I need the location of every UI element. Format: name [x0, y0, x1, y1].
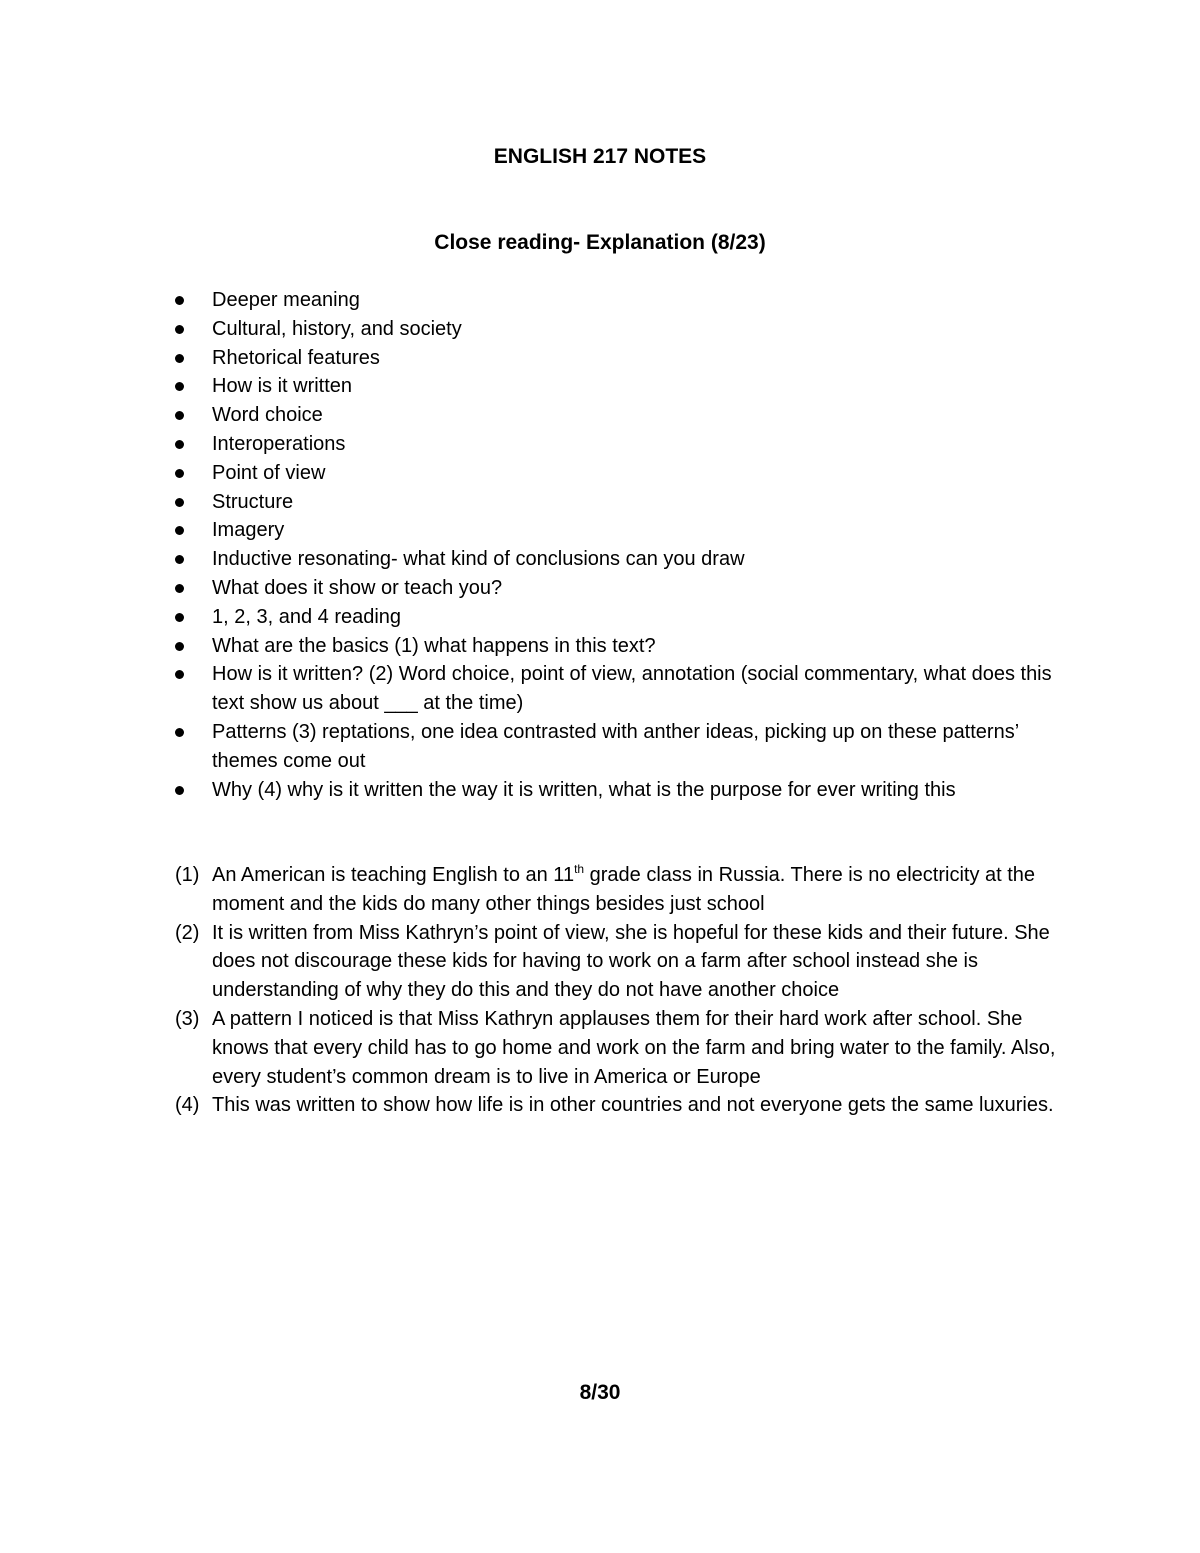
bullet-text: Inductive resonating- what kind of conclusions can you draw: [212, 548, 745, 571]
bullet-item: [172, 344, 1072, 373]
answer-item: [172, 1091, 1072, 1120]
bullet-icon: [175, 584, 184, 593]
bullet-text: Imagery: [212, 519, 285, 542]
answer-number: (3): [175, 1007, 200, 1030]
bullet-item: [172, 459, 1072, 488]
answer-text-part: An American is teaching English to an 11: [212, 864, 575, 886]
bullet-text: Point of view: [212, 461, 326, 484]
bullet-item: [172, 430, 1072, 459]
bullet-text: Cultural, history, and society: [212, 317, 462, 340]
bullet-text: How is it written? (2) Word choice, point of view, annotation (social commentary, what does this text show us about ___ at the time): [212, 663, 1052, 715]
bullet-text: Rhetorical features: [212, 346, 380, 369]
answer-item: [172, 919, 1072, 1005]
bullet-item: [172, 401, 1072, 430]
answer-number: (4): [175, 1094, 200, 1117]
bullet-icon: [175, 728, 184, 737]
bullet-icon: [175, 555, 184, 564]
bullet-icon: [175, 411, 184, 420]
bullet-text: Patterns (3) reptations, one idea contrasted with anther ideas, picking up on these patterns’ themes come out: [212, 720, 1019, 772]
bullet-icon: [175, 325, 184, 334]
bullet-text: Deeper meaning: [212, 289, 360, 311]
bullet-item: [172, 660, 1072, 718]
bullet-icon: [175, 670, 184, 679]
answer-number: (1): [175, 864, 200, 886]
document-title: ENGLISH 217 NOTES: [493, 145, 707, 168]
bullet-item: [172, 315, 1072, 344]
bullet-item: [172, 603, 1072, 632]
bullet-text: Structure: [212, 490, 294, 513]
numbered-answer-list: [172, 861, 1072, 1120]
bullet-item: [172, 286, 1072, 315]
bullet-icon: [175, 642, 184, 651]
answer-item: [172, 861, 1072, 919]
section-heading: Close reading- Explanation (8/23): [434, 231, 766, 254]
answer-text: A pattern I noticed is that Miss Kathryn applauses them for their hard work after school. She knows that every child has to go home and work on the farm and bring water to the family. Also, every student’s common dream is to live in America or Europe: [212, 1007, 1056, 1088]
bullet-item: [172, 372, 1072, 401]
bullet-item: [172, 545, 1072, 574]
bullet-text: Interoperations: [212, 432, 346, 455]
ordinal-superscript: th: [574, 862, 585, 876]
bullet-text: How is it written: [212, 375, 353, 398]
bullet-item: [172, 632, 1072, 661]
bullet-item: [172, 574, 1072, 603]
bullet-list: [172, 286, 1072, 804]
bullet-item: [172, 488, 1072, 517]
bullet-text: What are the basics (1) what happens in this text?: [212, 634, 656, 657]
page-date-footer: 8/30: [579, 1381, 621, 1404]
bullet-icon: [175, 354, 184, 363]
bullet-icon: [175, 296, 184, 305]
bullet-icon: [175, 786, 184, 795]
bullet-text: Why (4) why is it written the way it is written, what is the purpose for ever writing this: [212, 778, 956, 801]
bullet-text: Word choice: [212, 404, 323, 427]
bullet-icon: [175, 613, 184, 622]
bullet-icon: [175, 526, 184, 535]
bullet-icon: [175, 498, 184, 507]
bullet-icon: [175, 382, 184, 391]
answer-number: (2): [175, 921, 200, 944]
bullet-item: [172, 718, 1072, 776]
bullet-item: [172, 516, 1072, 545]
bullet-text: 1, 2, 3, and 4 reading: [212, 605, 402, 628]
answer-text-part: grade class in Russia. There is no electricity at the moment and the kids do many other things besides just school: [212, 864, 1036, 915]
bullet-icon: [175, 469, 184, 478]
bullet-item: [172, 776, 1072, 805]
bullet-icon: [175, 440, 184, 449]
answer-text: It is written from Miss Kathryn’s point of view, she is hopeful for these kids and their future. She does not discourage these kids for having to work on a farm after school instead she is understanding of why they do this and they do not have another choice: [212, 921, 1050, 1002]
answer-text: [212, 864, 1035, 915]
answer-text: This was written to show how life is in other countries and not everyone gets the same luxuries.: [212, 1094, 1054, 1117]
bullet-text: What does it show or teach you?: [212, 576, 503, 599]
answer-item: [172, 1005, 1072, 1091]
